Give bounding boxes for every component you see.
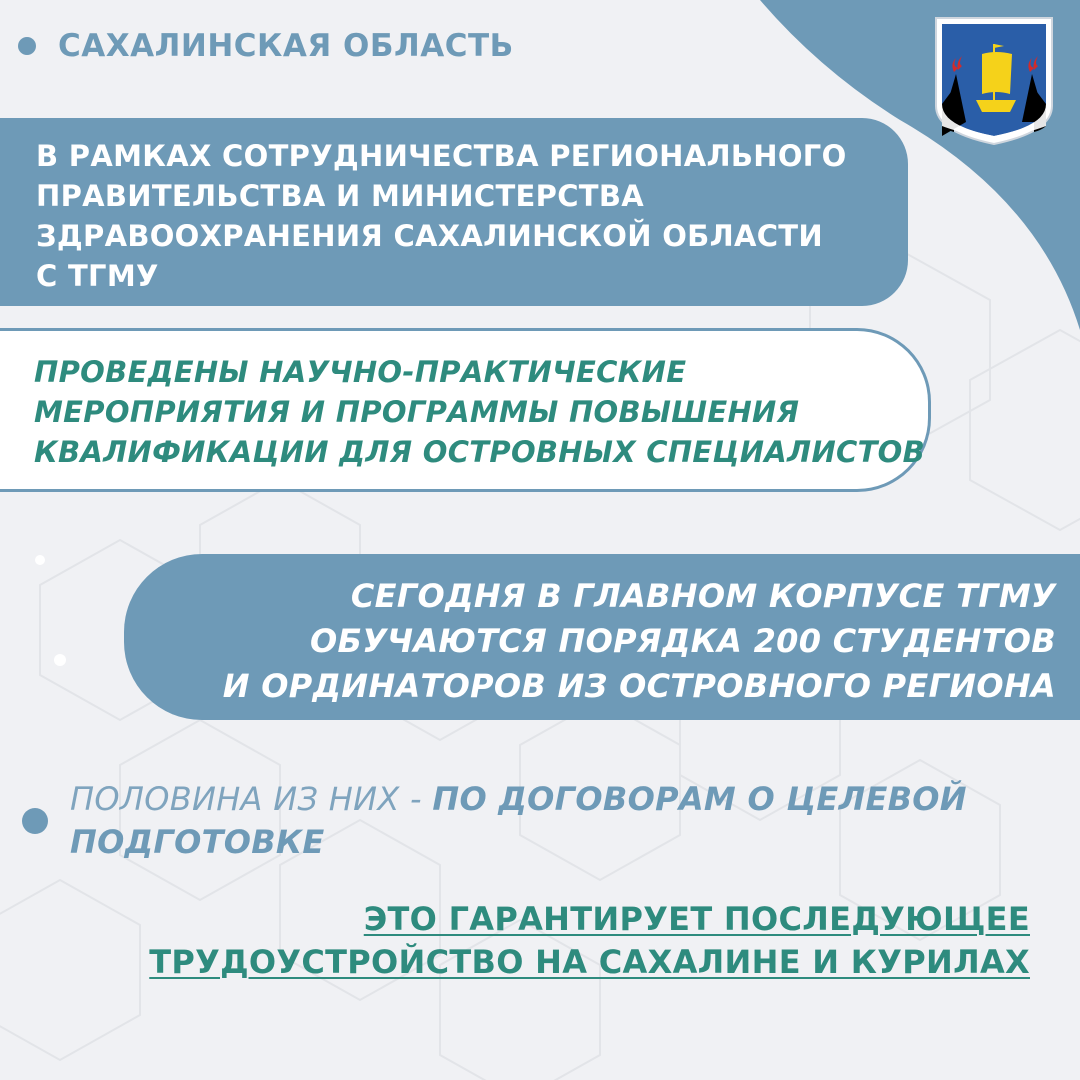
sakhalin-coat-of-arms-icon: [932, 14, 1056, 146]
bullet-dot: [18, 37, 36, 55]
guarantee-line-2: ТРУДОУСТРОЙСТВО НА САХАЛИНЕ И КУРИЛАХ: [149, 943, 1030, 981]
region-title: САХАЛИНСКАЯ ОБЛАСТЬ: [58, 28, 514, 64]
students-text: СЕГОДНЯ В ГЛАВНОМ КОРПУСЕ ТГМУ ОБУЧАЮТСЯ ПОРЯДКА 200 СТУДЕНТОВ И ОРДИНАТОРОВ ИЗ ОСТРОВНОГО РЕГИОНА: [222, 577, 1056, 705]
guarantee-text: [80, 898, 1030, 984]
half-note-text: [70, 778, 1050, 864]
guarantee-line-1: ЭТО ГАРАНТИРУЕТ ПОСЛЕДУЮЩЕЕ: [363, 900, 1030, 938]
half-note-emphasis: ПО ДОГОВОРАМ О ЦЕЛЕВОЙ ПОДГОТОВКЕ: [70, 780, 967, 861]
half-note-prefix: ПОЛОВИНА ИЗ НИХ -: [70, 780, 433, 818]
events-banner: [0, 328, 931, 492]
students-banner: [124, 554, 1080, 720]
cooperation-banner: [0, 118, 908, 306]
cooperation-text: В РАМКАХ СОТРУДНИЧЕСТВА РЕГИОНАЛЬНОГО ПРАВИТЕЛЬСТВА И МИНИСТЕРСТВА ЗДРАВООХРАНЕНИЯ САХАЛИНСКОЙ ОБЛАСТИ С ТГМУ: [36, 139, 847, 293]
events-text: ПРОВЕДЕНЫ НАУЧНО-ПРАКТИЧЕСКИЕ МЕРОПРИЯТИЯ И ПРОГРАММЫ ПОВЫШЕНИЯ КВАЛИФИКАЦИИ ДЛЯ ОСТРОВНЫХ СПЕЦИАЛИСТОВ: [34, 355, 926, 469]
region-header: [18, 24, 514, 68]
bullet-dot: [22, 808, 48, 834]
